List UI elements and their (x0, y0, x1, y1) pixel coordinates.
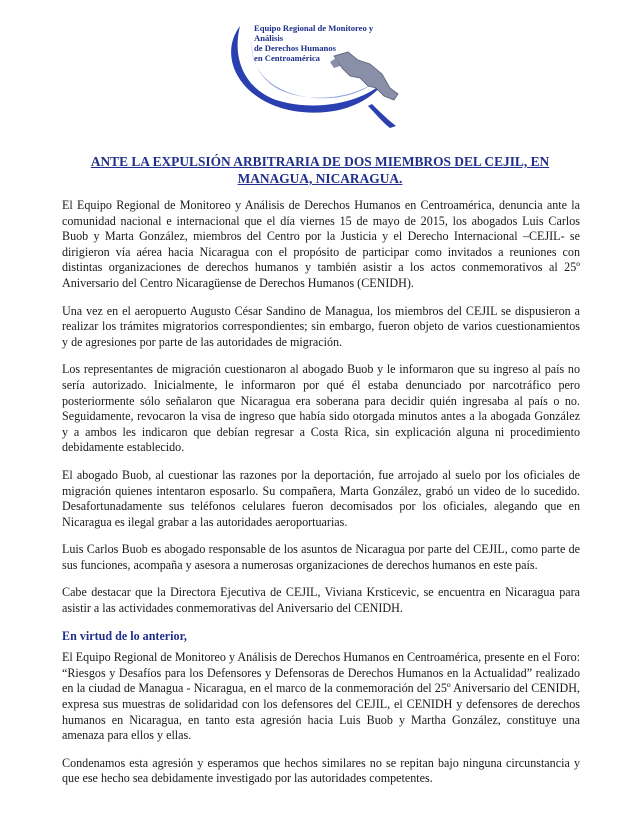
logo-line-3: en Centroamérica (254, 53, 320, 63)
paragraph: Cabe destacar que la Directora Ejecutiva de CEJIL, Viviana Krsticevic, se encuentra en Nicaragua para asistir a las actividades conmemorativas del Aniversario del CENIDH. (62, 585, 580, 616)
title-line-2: MANAGUA, NICARAGUA. (237, 171, 403, 186)
logo-line-2: de Derechos Humanos (254, 43, 336, 53)
title-line-1: ANTE LA EXPULSIÓN ARBITRARIA DE DOS MIEMBROS DEL CEJIL, EN (90, 154, 550, 169)
paragraph: Condenamos esta agresión y esperamos que hechos similares no se repitan bajo ninguna circunstancia y que ese hecho sea debidamente investigado por las autoridades competentes. (62, 755, 580, 786)
logo-line-1: Equipo Regional de Monitoreo y Análisis (254, 23, 374, 43)
logo-text (254, 23, 404, 63)
paragraph: El abogado Buob, al cuestionar las razones por la deportación, fue arrojado al suelo por los oficiales de migración quienes intentaron esposarlo. Su compañera, Marta González, grabó un video de lo sucedido. Desafortunadamente sus teléfonos celulares fueron decomisados por los oficiales, alegando que en Nicaragua es ilegal grabar a las autoridades aeroportuarias. (62, 467, 580, 529)
subheading: En virtud de lo anterior, (62, 628, 187, 643)
paragraph: El Equipo Regional de Monitoreo y Análisis de Derechos Humanos en Centroamérica, denuncia ante la comunidad nacional e internacional que el día viernes 15 de mayo de 2015, los abogados Luis Carlos Buob y Marta González, miembros del Centro por la Justicia y el Derecho Internacional –CEJIL- se dirigieron vía aérea hacia Nicaragua con el propósito de participar como invitados a reuniones con distintas organizaciones de derechos humanos y también asistir a los actos conmemorativos al 25º Aniversario del Centro Nicaragüense de Derechos Humanos (CENIDH). (62, 198, 580, 290)
document-title (70, 153, 570, 187)
paragraph: Luis Carlos Buob es abogado responsable de los asuntos de Nicaragua por parte del CEJIL, como parte de sus funciones, acompaña y asesora a numerosas organizaciones de derechos humanos en este país. (62, 542, 580, 572)
paragraph: El Equipo Regional de Monitoreo y Análisis de Derechos Humanos en Centroamérica, presente en el Foro: “Riesgos y Desafíos para los Defensores y Defensoras de Derechos Humanos en la Actualidad” realizado en la ciudad de Managua - Nicaragua, en el marco de la conmemoración del 25º Aniversario del CENIDH, expresa sus muestras de solidaridad con los defensores del CEJIL, el CENIDH y defensores de derechos humanos en Nicaragua, en tanto esta agresión hacia Luis Buob y Martha González, constituye una amenaza para ellos y ellas. (62, 650, 580, 743)
paragraph: Los representantes de migración cuestionaron al abogado Buob y le informaron que su ingreso al país no sería autorizado. Inicialmente, le informaron por qué él estaba denunciado por narcotráfico pero posteriormente sólo señalaron que Nicaragua era soberana para decidir quién ingresaba al país o no. Seguidamente, revocaron la visa de ingreso que había sido otorgada minutos antes a la abogada González y a ambos les indicaron que debían regresar a Costa Rica, sin explicación alguna ni procedimiento debidamente establecido. (62, 362, 580, 455)
paragraph: Una vez en el aeropuerto Augusto César Sandino de Managua, los miembros del CEJIL se dispusieron a realizar los trámites migratorios correspondientes; sin embargo, fueron objeto de varios cuestionamientos y de agresiones por parte de las autoridades de migración. (62, 303, 580, 349)
document-body (62, 198, 580, 799)
logo-tail (368, 104, 396, 128)
